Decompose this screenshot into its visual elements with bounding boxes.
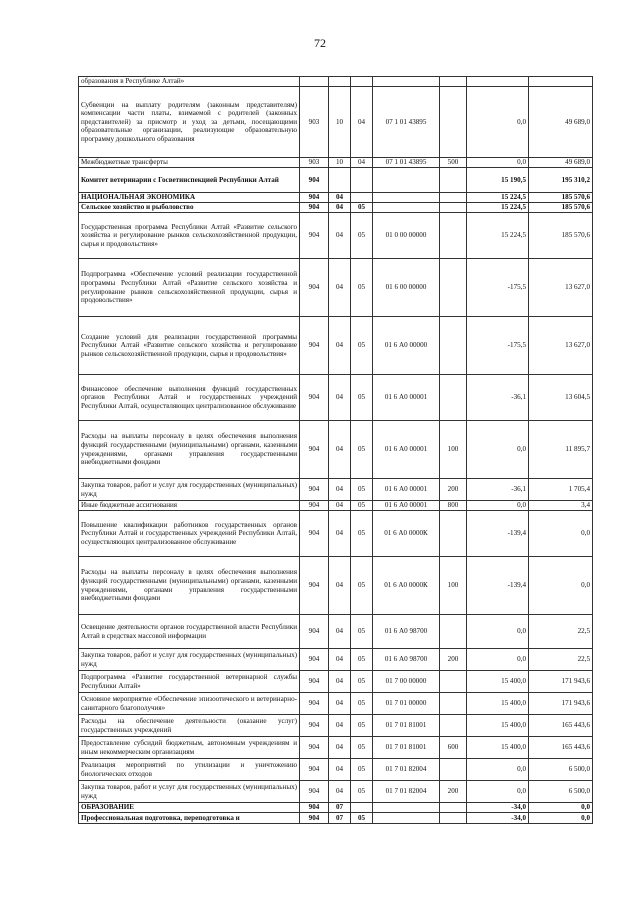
row-name-cell: Закупка товаров, работ и услуг для государственных (муниципальных) нужд xyxy=(79,479,300,501)
amount-total-cell: 0,0 xyxy=(529,557,593,615)
row-name-cell: НАЦИОНАЛЬНАЯ ЭКОНОМИКА xyxy=(79,193,300,203)
admin-code-cell: 904 xyxy=(300,168,329,193)
subsection-code-cell xyxy=(351,803,373,813)
row-name-cell: Межбюджетные трансферты xyxy=(79,158,300,168)
target-article-cell: 01 7 01 81001 xyxy=(373,715,440,737)
row-name-cell: Иные бюджетные ассигнования xyxy=(79,501,300,511)
target-article-cell: 01 6 А0 0000К xyxy=(373,511,440,557)
admin-code-cell: 904 xyxy=(300,671,329,693)
expense-type-cell xyxy=(440,259,467,317)
subsection-code-cell: 05 xyxy=(351,649,373,671)
amount-change-cell: -36,1 xyxy=(467,479,529,501)
subsection-code-cell: 05 xyxy=(351,317,373,375)
subsection-code-cell: 05 xyxy=(351,557,373,615)
expense-type-cell xyxy=(440,168,467,193)
amount-total-cell: 3,4 xyxy=(529,501,593,511)
table-row xyxy=(79,615,593,649)
expense-type-cell: 100 xyxy=(440,421,467,479)
expense-type-cell xyxy=(440,803,467,813)
row-name-cell: Расходы на обеспечение деятельности (оказание услуг) государственных учреждений xyxy=(79,715,300,737)
amount-change-cell: 15 400,0 xyxy=(467,715,529,737)
amount-total-cell: 185 570,6 xyxy=(529,193,593,203)
row-name-cell: Сельское хозяйство и рыболовство xyxy=(79,203,300,213)
section-code-cell xyxy=(329,77,351,87)
target-article-cell: 01 6 00 00000 xyxy=(373,259,440,317)
subsection-code-cell: 05 xyxy=(351,693,373,715)
target-article-cell: 01 7 00 00000 xyxy=(373,671,440,693)
row-name-cell: Освещение деятельности органов государственной власти Республики Алтай в средствах массовой информации xyxy=(79,615,300,649)
section-code-cell: 04 xyxy=(329,615,351,649)
admin-code-cell: 903 xyxy=(300,87,329,158)
table-row xyxy=(79,715,593,737)
section-code-cell: 04 xyxy=(329,649,351,671)
target-article-cell: 01 6 А0 00001 xyxy=(373,375,440,421)
subsection-code-cell: 05 xyxy=(351,781,373,803)
subsection-code-cell: 05 xyxy=(351,715,373,737)
admin-code-cell xyxy=(300,77,329,87)
section-code-cell: 04 xyxy=(329,759,351,781)
amount-change-cell: 15 224,5 xyxy=(467,203,529,213)
row-name-cell: Закупка товаров, работ и услуг для государственных (муниципальных) нужд xyxy=(79,781,300,803)
amount-total-cell: 171 943,6 xyxy=(529,693,593,715)
table-row xyxy=(79,501,593,511)
row-name-cell: Государственная программа Республики Алтай «Развитие сельского хозяйства и регулирование рынков сельскохозяйственной продукции, сырья и продовольствия» xyxy=(79,213,300,259)
admin-code-cell: 904 xyxy=(300,813,329,824)
amount-change-cell: -175,5 xyxy=(467,259,529,317)
expense-type-cell xyxy=(440,87,467,158)
subsection-code-cell: 05 xyxy=(351,615,373,649)
table-row xyxy=(79,158,593,168)
table-row xyxy=(79,203,593,213)
target-article-cell xyxy=(373,168,440,193)
row-name-cell: Создание условий для реализации государственной программы Республики Алтай «Развитие сельского хозяйства и регулирование рынков сельскохозяйственной продукции, сырья и продовольствия» xyxy=(79,317,300,375)
row-name-cell: Комитет ветеринарии с Госветинспекцией Республики Алтай xyxy=(79,168,300,193)
section-code-cell: 04 xyxy=(329,511,351,557)
amount-change-cell: 0,0 xyxy=(467,501,529,511)
amount-change-cell: 0,0 xyxy=(467,759,529,781)
section-code-cell: 07 xyxy=(329,803,351,813)
row-name-cell: Подпрограмма «Обеспечение условий реализации государственной программы Республики Алтай «Развитие сельского хозяйства и регулирование рынков сельскохозяйственной продукции, сырья и продовольствия» xyxy=(79,259,300,317)
expense-type-cell: 600 xyxy=(440,737,467,759)
target-article-cell: 01 6 А0 98700 xyxy=(373,615,440,649)
admin-code-cell: 904 xyxy=(300,649,329,671)
row-name-cell: Повышение квалификации работников государственных органов Республики Алтай и государственных учреждений Республики Алтай, осуществляющих централизованное обслуживание xyxy=(79,511,300,557)
amount-change-cell: 0,0 xyxy=(467,649,529,671)
admin-code-cell: 904 xyxy=(300,715,329,737)
amount-total-cell: 0,0 xyxy=(529,803,593,813)
target-article-cell: 01 6 А0 00000 xyxy=(373,317,440,375)
target-article-cell xyxy=(373,193,440,203)
admin-code-cell: 904 xyxy=(300,803,329,813)
expense-type-cell xyxy=(440,213,467,259)
target-article-cell: 01 6 А0 00001 xyxy=(373,501,440,511)
target-article-cell: 01 7 01 81001 xyxy=(373,737,440,759)
expense-type-cell xyxy=(440,615,467,649)
amount-change-cell: 15 400,0 xyxy=(467,737,529,759)
admin-code-cell: 904 xyxy=(300,213,329,259)
section-code-cell: 04 xyxy=(329,317,351,375)
amount-change-cell: 0,0 xyxy=(467,615,529,649)
admin-code-cell: 904 xyxy=(300,479,329,501)
section-code-cell: 04 xyxy=(329,715,351,737)
table-row xyxy=(79,193,593,203)
page-number: 72 xyxy=(314,36,326,50)
section-code-cell: 04 xyxy=(329,693,351,715)
target-article-cell: 01 0 00 00000 xyxy=(373,213,440,259)
target-article-cell: 01 6 А0 00001 xyxy=(373,479,440,501)
amount-change-cell: -36,1 xyxy=(467,375,529,421)
section-code-cell: 04 xyxy=(329,781,351,803)
admin-code-cell: 904 xyxy=(300,501,329,511)
table-row xyxy=(79,759,593,781)
section-code-cell: 04 xyxy=(329,557,351,615)
subsection-code-cell xyxy=(351,77,373,87)
amount-total-cell: 171 943,6 xyxy=(529,671,593,693)
amount-total-cell: 6 500,0 xyxy=(529,759,593,781)
subsection-code-cell: 05 xyxy=(351,511,373,557)
expense-type-cell: 200 xyxy=(440,649,467,671)
section-code-cell: 04 xyxy=(329,671,351,693)
subsection-code-cell: 05 xyxy=(351,203,373,213)
table-row xyxy=(79,557,593,615)
amount-total-cell: 165 443,6 xyxy=(529,737,593,759)
section-code-cell: 10 xyxy=(329,158,351,168)
amount-change-cell: 15 224,5 xyxy=(467,193,529,203)
amount-total-cell: 185 570,6 xyxy=(529,203,593,213)
admin-code-cell: 904 xyxy=(300,557,329,615)
amount-total-cell: 1 705,4 xyxy=(529,479,593,501)
amount-total-cell: 22,5 xyxy=(529,649,593,671)
table-row xyxy=(79,479,593,501)
amount-change-cell: 0,0 xyxy=(467,158,529,168)
budget-table xyxy=(78,76,593,824)
amount-total-cell: 165 443,6 xyxy=(529,715,593,737)
amount-total-cell: 0,0 xyxy=(529,511,593,557)
subsection-code-cell xyxy=(351,168,373,193)
subsection-code-cell: 04 xyxy=(351,87,373,158)
section-code-cell: 04 xyxy=(329,259,351,317)
amount-change-cell xyxy=(467,77,529,87)
expense-type-cell xyxy=(440,77,467,87)
expense-type-cell xyxy=(440,759,467,781)
row-name-cell: ОБРАЗОВАНИЕ xyxy=(79,803,300,813)
target-article-cell xyxy=(373,813,440,824)
target-article-cell: 01 6 А0 0000К xyxy=(373,557,440,615)
amount-change-cell: -34,0 xyxy=(467,813,529,824)
section-code-cell: 04 xyxy=(329,375,351,421)
subsection-code-cell: 05 xyxy=(351,479,373,501)
table-row xyxy=(79,375,593,421)
amount-change-cell: -139,4 xyxy=(467,557,529,615)
table-row xyxy=(79,213,593,259)
amount-total-cell: 49 689,0 xyxy=(529,158,593,168)
table-row xyxy=(79,693,593,715)
admin-code-cell: 904 xyxy=(300,615,329,649)
row-name-cell: Субвенции на выплату родителям (законным представителям) компенсации части платы, взимаемой с родителей (законных представителей) за присмотр и уход за детьми, посещающими образовательные организации, реализующие образовательную программу дошкольного образования xyxy=(79,87,300,158)
subsection-code-cell: 05 xyxy=(351,259,373,317)
row-name-cell: Основное мероприятие «Обеспечение эпизоотического и ветеринарно-санитарного благополучия» xyxy=(79,693,300,715)
amount-change-cell: 0,0 xyxy=(467,781,529,803)
amount-total-cell: 13 604,5 xyxy=(529,375,593,421)
subsection-code-cell: 05 xyxy=(351,501,373,511)
target-article-cell: 07 1 01 43895 xyxy=(373,158,440,168)
row-name-cell: Профессиональная подготовка, переподготовка и xyxy=(79,813,300,824)
table-row xyxy=(79,77,593,87)
amount-change-cell: -175,5 xyxy=(467,317,529,375)
admin-code-cell: 904 xyxy=(300,737,329,759)
table-row xyxy=(79,511,593,557)
section-code-cell: 04 xyxy=(329,213,351,259)
expense-type-cell xyxy=(440,813,467,824)
table-row xyxy=(79,317,593,375)
section-code-cell xyxy=(329,168,351,193)
amount-change-cell: 15 400,0 xyxy=(467,693,529,715)
subsection-code-cell: 05 xyxy=(351,375,373,421)
section-code-cell: 07 xyxy=(329,813,351,824)
section-code-cell: 04 xyxy=(329,193,351,203)
expense-type-cell: 100 xyxy=(440,557,467,615)
amount-total-cell: 0,0 xyxy=(529,813,593,824)
subsection-code-cell: 05 xyxy=(351,213,373,259)
expense-type-cell: 500 xyxy=(440,158,467,168)
amount-change-cell: -34,0 xyxy=(467,803,529,813)
table-row xyxy=(79,803,593,813)
amount-total-cell: 6 500,0 xyxy=(529,781,593,803)
amount-change-cell: 15 190,5 xyxy=(467,168,529,193)
subsection-code-cell: 04 xyxy=(351,158,373,168)
table-row xyxy=(79,649,593,671)
section-code-cell: 04 xyxy=(329,737,351,759)
table-row xyxy=(79,87,593,158)
table-row xyxy=(79,259,593,317)
amount-total-cell: 49 689,0 xyxy=(529,87,593,158)
row-name-cell: Предоставление субсидий бюджетным, автономным учреждениям и иным некоммерческим организациям xyxy=(79,737,300,759)
row-name-cell: Закупка товаров, работ и услуг для государственных (муниципальных) нужд xyxy=(79,649,300,671)
admin-code-cell: 904 xyxy=(300,193,329,203)
admin-code-cell: 904 xyxy=(300,203,329,213)
section-code-cell: 04 xyxy=(329,421,351,479)
target-article-cell: 07 1 01 43895 xyxy=(373,87,440,158)
row-name-cell: образования в Республике Алтай» xyxy=(79,77,300,87)
expense-type-cell xyxy=(440,511,467,557)
target-article-cell xyxy=(373,203,440,213)
admin-code-cell: 904 xyxy=(300,421,329,479)
expense-type-cell xyxy=(440,715,467,737)
row-name-cell: Расходы на выплаты персоналу в целях обеспечения выполнения функций государственными (муниципальными) органами, казенными учреждениями, органами управления государственными внебюджетными фондами xyxy=(79,421,300,479)
target-article-cell: 01 7 01 82004 xyxy=(373,759,440,781)
subsection-code-cell: 05 xyxy=(351,813,373,824)
expense-type-cell xyxy=(440,375,467,421)
target-article-cell: 01 7 01 00000 xyxy=(373,693,440,715)
section-code-cell: 04 xyxy=(329,203,351,213)
expense-type-cell: 200 xyxy=(440,781,467,803)
target-article-cell: 01 6 А0 98700 xyxy=(373,649,440,671)
amount-change-cell: 0,0 xyxy=(467,421,529,479)
expense-type-cell xyxy=(440,693,467,715)
expense-type-cell xyxy=(440,203,467,213)
amount-total-cell: 13 627,0 xyxy=(529,317,593,375)
amount-total-cell: 22,5 xyxy=(529,615,593,649)
expense-type-cell: 200 xyxy=(440,479,467,501)
section-code-cell: 04 xyxy=(329,501,351,511)
subsection-code-cell: 05 xyxy=(351,737,373,759)
amount-total-cell: 13 627,0 xyxy=(529,259,593,317)
subsection-code-cell: 05 xyxy=(351,421,373,479)
table-row xyxy=(79,168,593,193)
admin-code-cell: 904 xyxy=(300,375,329,421)
amount-total-cell: 185 570,6 xyxy=(529,213,593,259)
admin-code-cell: 904 xyxy=(300,511,329,557)
section-code-cell: 04 xyxy=(329,479,351,501)
amount-change-cell: 15 224,5 xyxy=(467,213,529,259)
table-row xyxy=(79,671,593,693)
table-row xyxy=(79,813,593,824)
amount-change-cell: 15 400,0 xyxy=(467,671,529,693)
amount-change-cell: 0,0 xyxy=(467,87,529,158)
admin-code-cell: 904 xyxy=(300,693,329,715)
expense-type-cell xyxy=(440,317,467,375)
expense-type-cell xyxy=(440,193,467,203)
row-name-cell: Финансовое обеспечение выполнения функций государственных органов Республики Алтай и государственных учреждений Республики Алтай, осуществляющих централизованное обслуживание xyxy=(79,375,300,421)
row-name-cell: Расходы на выплаты персоналу в целях обеспечения выполнения функций государственными (муниципальными) органами, казенными учреждениями, органами управления государственными внебюджетными фондами xyxy=(79,557,300,615)
target-article-cell xyxy=(373,803,440,813)
admin-code-cell: 904 xyxy=(300,259,329,317)
table-row xyxy=(79,781,593,803)
budget-table-body xyxy=(79,77,593,824)
expense-type-cell: 800 xyxy=(440,501,467,511)
admin-code-cell: 904 xyxy=(300,759,329,781)
expense-type-cell xyxy=(440,671,467,693)
subsection-code-cell: 05 xyxy=(351,759,373,781)
admin-code-cell: 904 xyxy=(300,781,329,803)
admin-code-cell: 903 xyxy=(300,158,329,168)
target-article-cell: 01 6 А0 00001 xyxy=(373,421,440,479)
subsection-code-cell xyxy=(351,193,373,203)
target-article-cell xyxy=(373,77,440,87)
table-row xyxy=(79,421,593,479)
amount-total-cell xyxy=(529,77,593,87)
row-name-cell: Подпрограмма «Развитие государственной ветеринарной службы Республики Алтай» xyxy=(79,671,300,693)
section-code-cell: 10 xyxy=(329,87,351,158)
amount-change-cell: -139,4 xyxy=(467,511,529,557)
target-article-cell: 01 7 01 82004 xyxy=(373,781,440,803)
row-name-cell: Реализация мероприятий по утилизации и уничтожению биологических отходов xyxy=(79,759,300,781)
admin-code-cell: 904 xyxy=(300,317,329,375)
amount-total-cell: 11 895,7 xyxy=(529,421,593,479)
subsection-code-cell: 05 xyxy=(351,671,373,693)
amount-total-cell: 195 310,2 xyxy=(529,168,593,193)
table-row xyxy=(79,737,593,759)
